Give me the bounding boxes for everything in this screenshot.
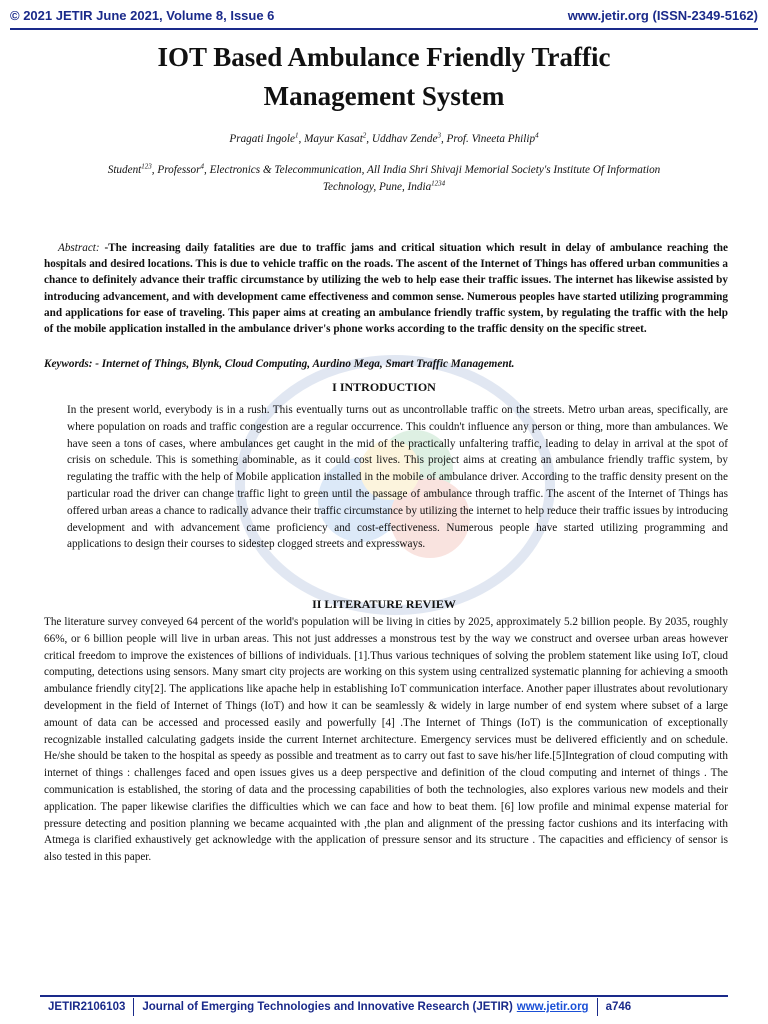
section-heading-literature-review: II LITERATURE REVIEW — [312, 597, 456, 611]
affil-student: Student — [107, 164, 142, 176]
affiliation: Student$^{123}$, Professor$^4$, Electronics & Telecommunication, All India Shri Shivaji Memorial Society's Institute Of Information Technology, Pune, India$^{1234}$ — [107, 162, 661, 193]
header-website[interactable]: www.jetir.org (ISSN-2349-5162) — [567, 7, 758, 23]
header-divider — [10, 28, 758, 30]
abstract-label: Abstract: — [58, 242, 100, 254]
footer-website-link[interactable]: www.jetir.org — [516, 1001, 589, 1013]
affil-location: Technology, Pune, India — [322, 181, 432, 193]
keywords: Keywords: - Internet of Things, Blynk, Cloud Computing, Aurdino Mega, Smart Traffic Management. — [44, 358, 515, 370]
literature-review-text: The literature survey conveyed 64 percent of the world's population will be living in cities by 2025, approximately 5.2 billion people. By 2035, roughly 66%, or 6 billion people will live in urban areas. This not just addresses a monstrous test by the way we construct and oversee urban areas however critical freedom to improve the existences of billions of individuals. [1].Thus various techniques of solving the problem statement like using IoT, cloud computing, detections using sensors. Many smart city projects are working on this system using centralized systematic planning for achieving a smooth ambulance friendly city[2]. The applications like apache help in establishing IoT communication interface. Another paper illustrates about revolutionary development in the field of Internet of Things (IoT) and how it can be seamlessly & widely in large number of end system where subset of a large amount of data can be accessed and processed easily and powerfully [4] .The Internet of Things (IoT) is the communication of exceptionally recognizable installed calculating gadgets inside the current Internet architecture. Emergency services must be delivered efficiently and on schedule. He/she should be taken to the hospital as speedy as possible and treatment as to carry out fast to save his/her life.[5]Integration of cloud computing with internet of things : challenges faced and open issues gives us a deep perspective and definition of the cloud computing and internet of things . The communication is established, the storing of data and the processing capabilities of both the technologies, also explores various new models and their application. The paper likewise clarifies the difficulties which we can face and how to beat them. [6] low profile and minimal expense material for pressure detecting and position planning we became acquainted with ,the plan and alignment of the pressing factor cushions and its interfacing with Atmega is clarified exhaustively get acknowledge with the application of pressure sensor and its structure . The capacities and efficiency of sensor is also tested in this paper. — [44, 616, 728, 864]
title-line-2: Management System — [263, 81, 505, 111]
paper-title — [60, 38, 708, 116]
author-1: Pragati Ingole — [229, 133, 295, 145]
running-header — [10, 0, 758, 30]
author-3: Uddhav Zende — [371, 133, 438, 145]
introduction-text: In the present world, everybody is in a rush. This eventually turns out as uncontrollable traffic on the streets. Metro urban areas, specifically, are where population on roads and traffic congestion are a regular occurrence. This couldn't influence any person or thing, more than ambulances. We have seen a tons of cases, where ambulances get caught in the mid of the practically unfaltering traffic, leading to delay in arrival at the spot of crisis on schedule. This is something abominable, as it could cost lives. This project aims at creating an ambulance friendly traffic system, by regulating the traffic with the help of Mobile application installed in the mobile of ambulance driver. According to the traffic density present on the particular road the driver can change traffic light to green until the passage of ambulance through traffic. The ascent of the Internet of Things has offered urban areas a chance to radically advance their traffic circumstance by utilizing the internet to help reduce their traffic issues by introducing development and with advancement came proficiency and cost-effectiveness. Numerous people have started utilizing programming and applications to design their courses to sidestep clogged streets and expressways. — [67, 404, 728, 551]
footer-page-number: a746 — [605, 1001, 632, 1013]
affil-institute: , Electronics & Telecommunication, All India Shri Shivaji Memorial Society's Institute Of Information — [204, 164, 661, 176]
footer-journal-name: Journal of Emerging Technologies and Innovative Research (JETIR) — [142, 1001, 513, 1013]
author-2: Mayur Kasat — [304, 133, 363, 145]
footer-journal — [134, 998, 597, 1016]
author-list: Pragati Ingole$^1$, Mayur Kasat$^2$, Uddhav Zende$^3$, Prof. Vineeta Philip$^4$ — [229, 131, 539, 145]
affil-professor: , Professor — [151, 164, 201, 176]
header-citation: © 2021 JETIR June 2021, Volume 8, Issue 6 — [10, 7, 275, 23]
abstract-text: -The increasing daily fatalities are due to traffic jams and critical situation which result in delay of ambulance reaching the hospitals and desired locations. This is due to vehicle traffic on the roads. The ascent of the Internet of Things has offered urban communities a chance to definitely advance their traffic circumstance by utilizing the web to help ease their traffic issues. The internet has likewise assisted by introducing advancement, and with development came effectiveness and common sense. Numerous peoples have started utilizing programming and applications for ease of traveling. This paper aims at creating an ambulance friendly traffic system, by regulating the traffic with the help of the mobile application installed in the ambulance driver's phone works according to the traffic density on the specific street. — [44, 242, 728, 336]
page-footer — [40, 997, 728, 1017]
section-heading-introduction: I INTRODUCTION — [332, 380, 436, 394]
title-line-1: IOT Based Ambulance Friendly Traffic — [157, 42, 611, 72]
abstract — [44, 240, 728, 337]
footer-paper-id: JETIR2106103 — [40, 998, 134, 1016]
author-4: Prof. Vineeta Philip — [446, 133, 536, 145]
